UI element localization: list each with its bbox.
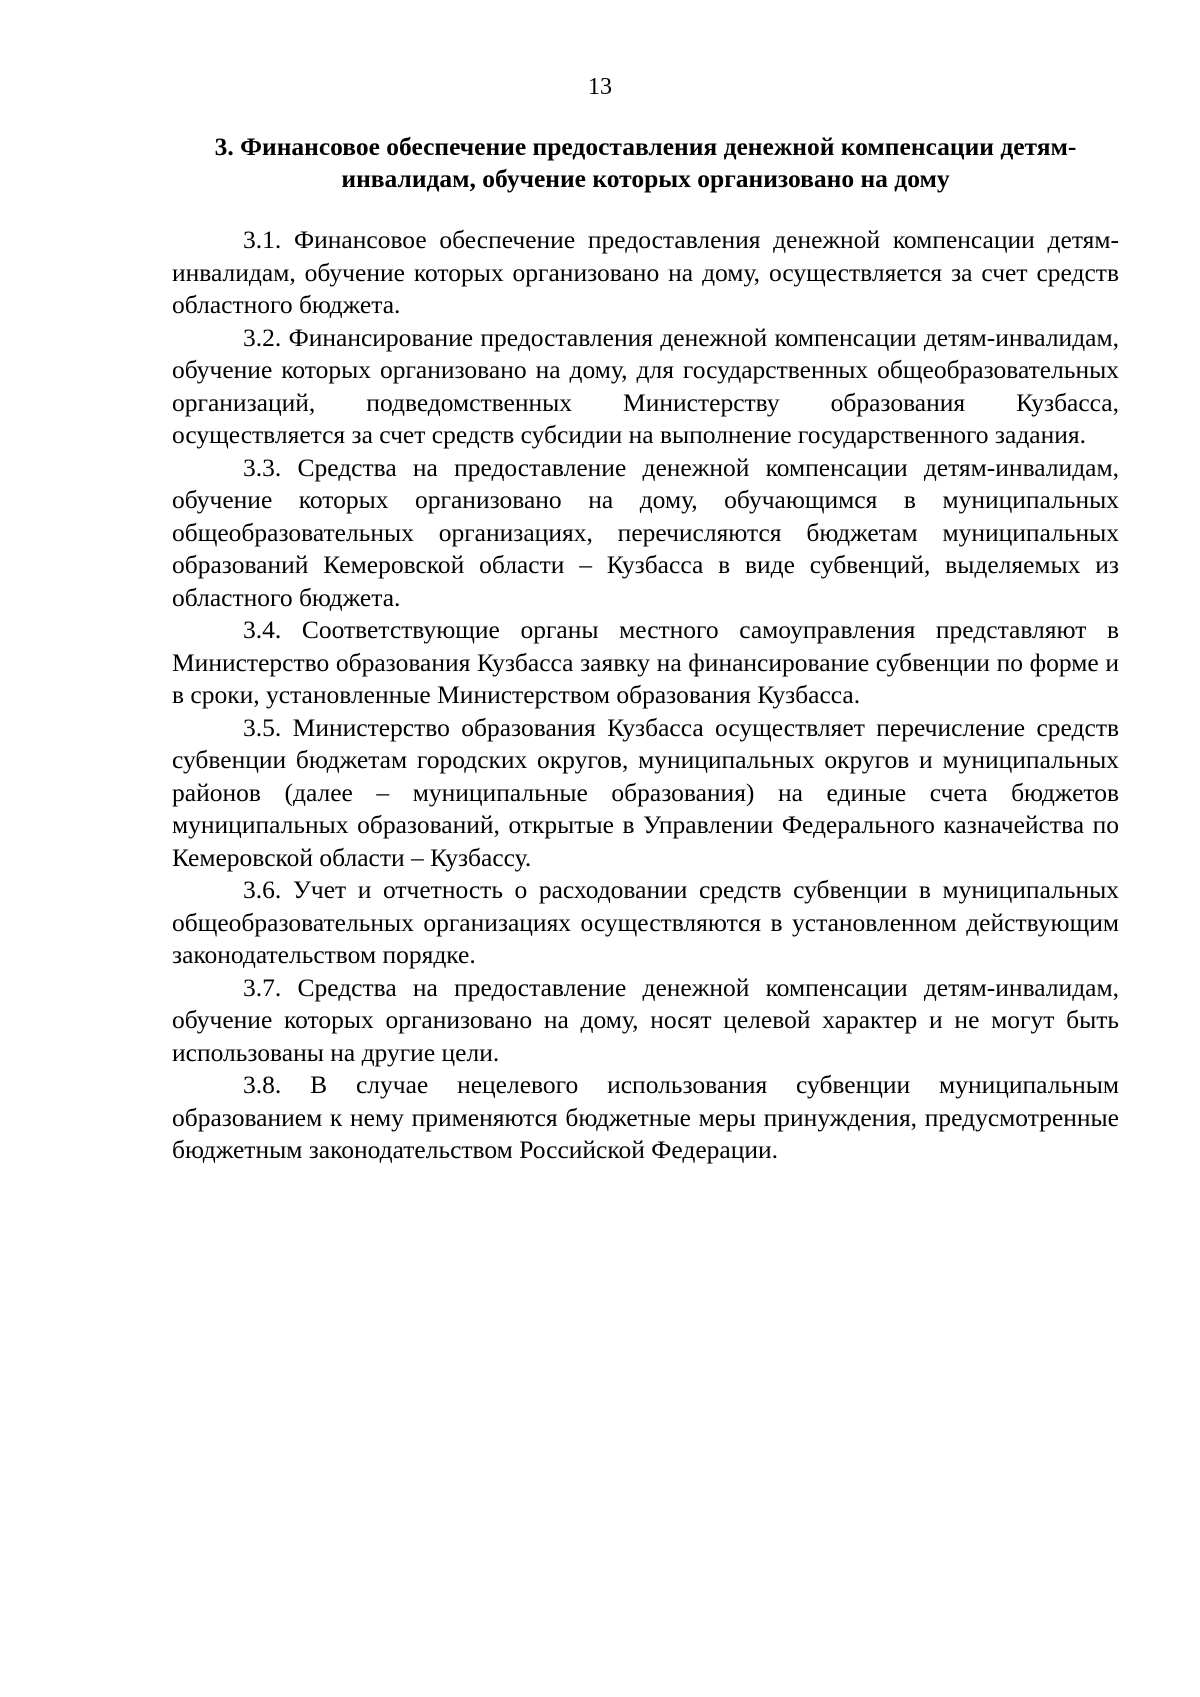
paragraph-3-7: 3.7. Средства на предоставление денежной компенсации детям-инвалидам, обучение которых организовано на дому, носят целевой характер и не могут быть использованы на другие цели.	[172, 972, 1119, 1067]
section-title: 3. Финансовое обеспечение предоставления денежной компенсации детям-инвалидам, обучение которых организовано на дому	[214, 132, 1077, 193]
paragraph-3-3: 3.3. Средства на предоставление денежной компенсации детям-инвалидам, обучение которых организовано на дому, обучающимся в муниципальных общеобразовательных организациях, перечисляются бюджетам муниципальных образований Кемеровской области – Кузбасса в виде субвенций, выделяемых из областного бюджета.	[172, 452, 1119, 612]
paragraph-3-1: 3.1. Финансовое обеспечение предоставления денежной компенсации детям-инвалидам, обучение которых организовано на дому, осуществляется за счет средств областного бюджета.	[172, 225, 1119, 319]
page-number: 13	[588, 74, 612, 100]
paragraph-3-5: 3.5. Министерство образования Кузбасса осуществляет перечисление средств субвенции бюджетам городских округов, муниципальных округов и муниципальных районов (далее – муниципальные образования) на единые счета бюджетов муниципальных образований, открытые в Управлении Федерального казначейства по Кемеровской области – Кузбассу.	[172, 712, 1119, 872]
section-body	[172, 224, 1119, 1167]
paragraph-3-6: 3.6. Учет и отчетность о расходовании средств субвенции в муниципальных общеобразовательных организациях осуществляются в установленном действующим законодательством порядке.	[172, 875, 1119, 969]
paragraph-3-2: 3.2. Финансирование предоставления денежной компенсации детям-инвалидам, обучение которых организовано на дому, для государственных общеобразовательных организаций, подведомственных Министерству образования Кузбасса, осуществляется за счет средств субсидии на выполнение государственного задания.	[172, 322, 1119, 449]
paragraph-3-8: 3.8. В случае нецелевого использования субвенции муниципальным образованием к нему применяются бюджетные меры принуждения, предусмотренные бюджетным законодательством Российской Федерации.	[172, 1070, 1119, 1164]
paragraph-3-4: 3.4. Соответствующие органы местного самоуправления представляют в Министерство образования Кузбасса заявку на финансирование субвенции по форме и в сроки, установленные Министерством образования Кузбасса.	[172, 615, 1119, 709]
